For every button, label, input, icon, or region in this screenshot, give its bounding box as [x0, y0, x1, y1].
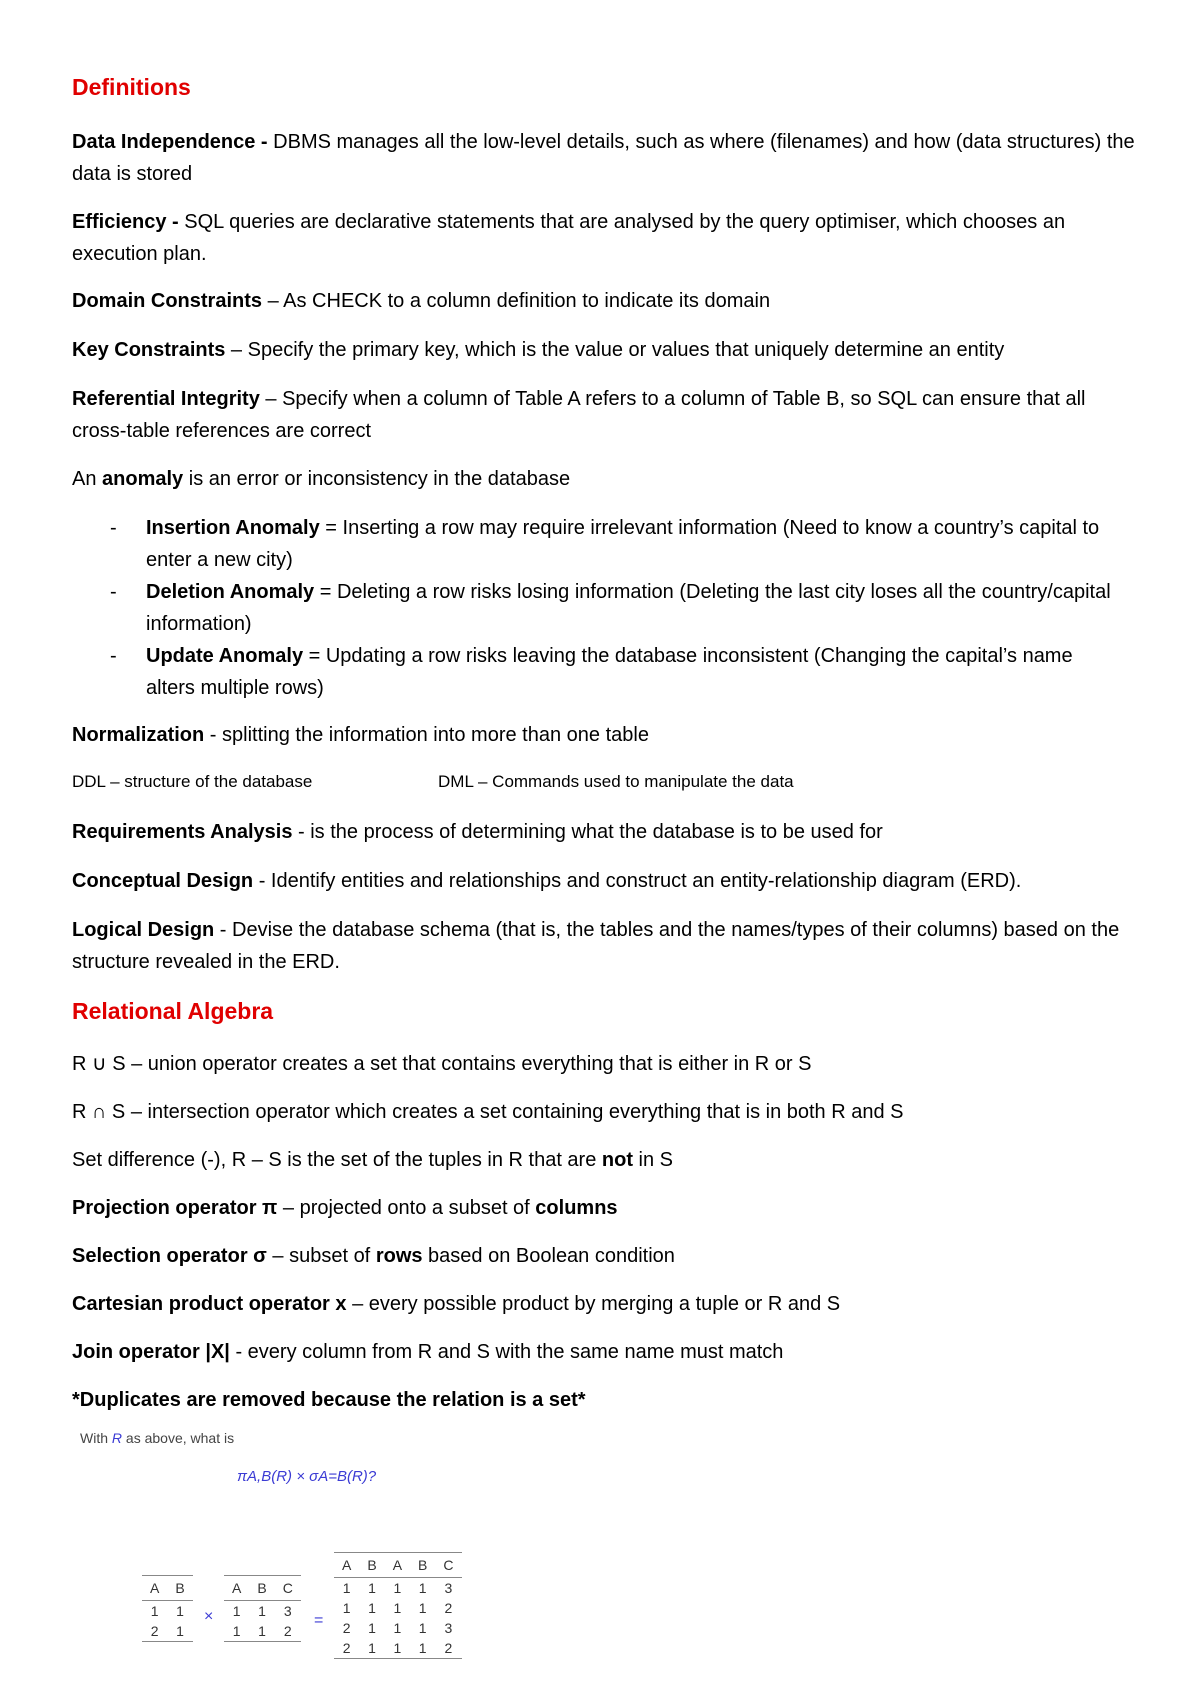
def-data-independence: Data Independence - DBMS manages all the low-level details, such as where (filenames) and how (data structures) the data is stored [72, 131, 1135, 185]
def-referential-integrity: Referential Integrity – Specify when a column of Table A refers to a column of Table B, so SQL can ensure that all cross-table references are correct [72, 388, 1086, 442]
def-conceptual-design: Conceptual Design - Identify entities and relationships and construct an entity-relationship diagram (ERD). [72, 870, 1022, 892]
dml-note: DML – Commands used to manipulate the data [438, 772, 794, 791]
equals-operator: = [314, 1612, 324, 1629]
duplicates-note: *Duplicates are removed because the relation is a set* [72, 1389, 586, 1411]
relation-table-2: A B C 1 1 3 1 1 2 [224, 1575, 301, 1642]
def-key-constraints: Key Constraints – Specify the primary key, which is the value or values that uniquely determine an entity [72, 339, 1005, 361]
ra-difference: Set difference (-), R – S is the set of the tuples in R that are not in S [72, 1149, 674, 1171]
ddl-note: DDL – structure of the database [72, 772, 313, 791]
relation-table-result: A B A B C 1 1 1 1 3 1 1 1 1 2 2 1 1 1 3 2 1 1 1 2 [334, 1552, 462, 1659]
ra-selection: Selection operator σ – subset of rows based on Boolean condition [72, 1245, 675, 1267]
def-normalization: Normalization - splitting the information into more than one table [72, 724, 649, 746]
def-requirements-analysis: Requirements Analysis - is the process of determining what the database is to be used for [72, 821, 883, 843]
ra-projection: Projection operator π – projected onto a subset of columns [72, 1197, 618, 1219]
relation-table-1: A B 1 1 2 1 [142, 1575, 193, 1642]
ra-intersection: R ∩ S – intersection operator which creates a set containing everything that is in both R and S [72, 1101, 904, 1123]
relational-algebra-heading: Relational Algebra [72, 998, 274, 1024]
def-anomaly: An anomaly is an error or inconsistency in the database [72, 468, 571, 490]
example-formula: πA,B(R) × σA=B(R)? [237, 1468, 377, 1485]
def-logical-design: Logical Design - Devise the database schema (that is, the tables and the names/types of their columns) based on the structure revealed in the ERD. [72, 919, 1120, 973]
ra-join: Join operator |X| - every column from R and S with the same name must match [72, 1341, 784, 1363]
def-efficiency: Efficiency - SQL queries are declarative statements that are analysed by the query optimiser, which chooses an execution plan. [72, 211, 1066, 265]
example-question: With R as above, what is [80, 1430, 235, 1446]
ra-union: R ∪ S – union operator creates a set that contains everything that is either in R or S [72, 1053, 812, 1075]
document-page: Definitions Data Independence - DBMS manages all the low-level details, such as where (filenames) and how (data structures) the data is stored Efficiency - SQL queries are declarative statements that are analysed by the query optimiser, which chooses an execution plan. Domain Constraints – As CHECK to a column definition to indicate its domain Key Constraints – Specify the primary key, which is the value or values that uniquely determine an entity Referential Integrity – Specify when a column of Table A refers to a column of Table B, so SQL can ensure that all cross-table references are correct An anomaly is an error or inconsistency in the database - Insertion Anomaly = Inserting a row may require irrelevant information (Need to know a country’s capital to enter a new city) - Deletion Anomaly = Deleting a row risks losing information (Deleting the last city loses all the country/capital information) - Update Anomaly = Updating a row risks leaving the database inconsistent (Changing the capital’s name alters multiple rows) Normalization - splitting the information into more than one table DDL – structure of the database DML – Commands used to manipulate the data Requirements Analysis - is the process of determining what the database is to be used for Conceptual Design - Identify entities and relationships and construct an entity-relationship diagram (ERD). Logical Design - Devise the database schema (that is, the tables and the names/types of their columns) based on the structure revealed in the ERD. Relational Algebra R ∪ S – union operator creates a set that contains everything that is either in R or S R ∩ S – intersection operator which creates a set containing everything that is in both R and S Set difference (-), R – S is the set of the tuples in R that are not in S Projection operator π – projected onto a subset of columns Selection operator σ – subset of rows based on Boolean condition Cartesian product operator x – every possible product by merging a tuple or R and S Join operator |X| - every column from R and S with the same name must match *Duplicates are removed because the relation is a set* With R as above, what is πA,B(R) × σA=B(R)? A B 1 1 2 1 × A B C 1 1 3 1 1 2 = A B A B C 1 1 1 1 3 1 1 1 1 2 2 1 1 1 3 2 1 1 1 2 [0, 0, 1200, 1698]
def-domain-constraints: Domain Constraints – As CHECK to a column definition to indicate its domain [72, 290, 771, 312]
times-operator: × [204, 1608, 214, 1625]
definitions-heading: Definitions [72, 74, 191, 100]
ra-cartesian: Cartesian product operator x – every possible product by merging a tuple or R and S [72, 1293, 841, 1315]
